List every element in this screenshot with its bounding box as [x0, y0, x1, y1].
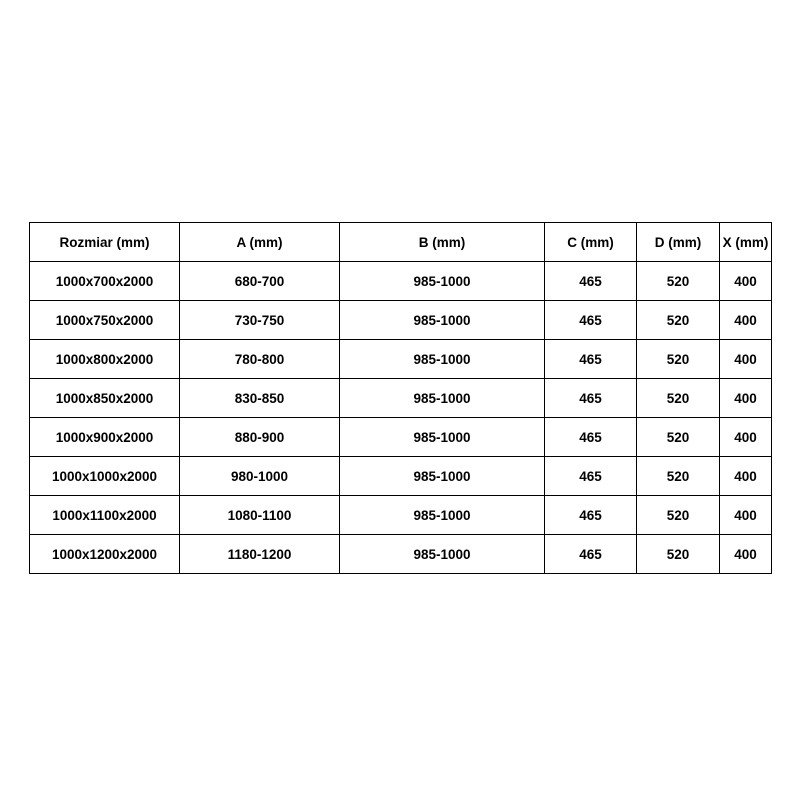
cell-b: 985-1000	[340, 457, 545, 496]
table-row	[30, 535, 772, 574]
cell-x: 400	[720, 301, 772, 340]
cell-x: 400	[720, 418, 772, 457]
column-header-a: A (mm)	[180, 223, 340, 262]
cell-a: 1080-1100	[180, 496, 340, 535]
cell-d: 520	[637, 418, 720, 457]
cell-d: 520	[637, 262, 720, 301]
cell-size: 1000x900x2000	[30, 418, 180, 457]
size-table-container	[29, 222, 771, 574]
table-header-row	[30, 223, 772, 262]
cell-x: 400	[720, 340, 772, 379]
cell-a: 780-800	[180, 340, 340, 379]
cell-c: 465	[545, 496, 637, 535]
table-row	[30, 340, 772, 379]
cell-x: 400	[720, 496, 772, 535]
cell-size: 1000x850x2000	[30, 379, 180, 418]
cell-d: 520	[637, 457, 720, 496]
cell-c: 465	[545, 457, 637, 496]
table-row	[30, 457, 772, 496]
cell-size: 1000x1200x2000	[30, 535, 180, 574]
cell-a: 830-850	[180, 379, 340, 418]
cell-a: 680-700	[180, 262, 340, 301]
cell-b: 985-1000	[340, 262, 545, 301]
cell-x: 400	[720, 457, 772, 496]
cell-size: 1000x700x2000	[30, 262, 180, 301]
size-table	[29, 222, 772, 574]
column-header-d: D (mm)	[637, 223, 720, 262]
cell-d: 520	[637, 340, 720, 379]
cell-a: 1180-1200	[180, 535, 340, 574]
cell-c: 465	[545, 301, 637, 340]
cell-b: 985-1000	[340, 340, 545, 379]
table-row	[30, 301, 772, 340]
cell-size: 1000x1100x2000	[30, 496, 180, 535]
cell-a: 730-750	[180, 301, 340, 340]
cell-x: 400	[720, 379, 772, 418]
cell-d: 520	[637, 535, 720, 574]
cell-b: 985-1000	[340, 379, 545, 418]
cell-b: 985-1000	[340, 418, 545, 457]
cell-d: 520	[637, 301, 720, 340]
table-row	[30, 262, 772, 301]
column-header-c: C (mm)	[545, 223, 637, 262]
cell-a: 880-900	[180, 418, 340, 457]
cell-size: 1000x800x2000	[30, 340, 180, 379]
cell-c: 465	[545, 535, 637, 574]
cell-x: 400	[720, 262, 772, 301]
cell-size: 1000x1000x2000	[30, 457, 180, 496]
table-row	[30, 379, 772, 418]
cell-d: 520	[637, 379, 720, 418]
cell-size: 1000x750x2000	[30, 301, 180, 340]
cell-d: 520	[637, 496, 720, 535]
column-header-b: B (mm)	[340, 223, 545, 262]
cell-c: 465	[545, 262, 637, 301]
cell-c: 465	[545, 418, 637, 457]
column-header-x: X (mm)	[720, 223, 772, 262]
table-row	[30, 496, 772, 535]
cell-x: 400	[720, 535, 772, 574]
cell-c: 465	[545, 340, 637, 379]
column-header-rozmiar: Rozmiar (mm)	[30, 223, 180, 262]
cell-c: 465	[545, 379, 637, 418]
table-row	[30, 418, 772, 457]
cell-b: 985-1000	[340, 535, 545, 574]
cell-b: 985-1000	[340, 496, 545, 535]
cell-b: 985-1000	[340, 301, 545, 340]
cell-a: 980-1000	[180, 457, 340, 496]
